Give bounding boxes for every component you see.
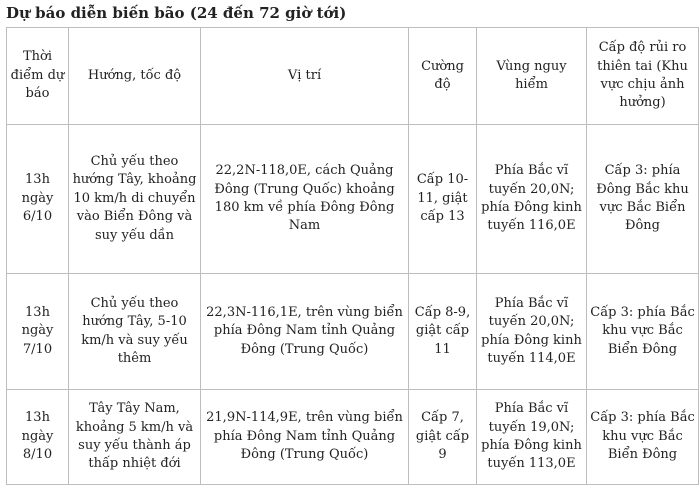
header-time: Thời điểm dự báo xyxy=(7,28,69,125)
cell-intensity: Cấp 7, giật cấp 9 xyxy=(409,390,477,485)
cell-position: 22,2N-118,0E, cách Quảng Đông (Trung Quốc) khoảng 180 km về phía Đông Đông Nam xyxy=(201,125,409,274)
cell-time: 13h ngày 8/10 xyxy=(7,390,69,485)
cell-danger-zone: Phía Bắc vĩ tuyến 19,0N; phía Đông kinh tuyến 113,0E xyxy=(477,390,587,485)
forecast-table xyxy=(6,27,699,485)
cell-risk-level: Cấp 3: phía Bắc khu vực Bắc Biển Đông xyxy=(587,390,699,485)
header-danger-zone: Vùng nguy hiểm xyxy=(477,28,587,125)
table-row xyxy=(7,274,699,390)
table-row xyxy=(7,125,699,274)
cell-danger-zone: Phía Bắc vĩ tuyến 20,0N; phía Đông kinh tuyến 116,0E xyxy=(477,125,587,274)
header-direction-speed: Hướng, tốc độ xyxy=(69,28,201,125)
cell-intensity: Cấp 10-11, giật cấp 13 xyxy=(409,125,477,274)
header-risk-level: Cấp độ rủi ro thiên tai (Khu vực chịu ảnh hưởng) xyxy=(587,28,699,125)
table-row xyxy=(7,390,699,485)
header-position: Vị trí xyxy=(201,28,409,125)
cell-intensity: Cấp 8-9, giật cấp 11 xyxy=(409,274,477,390)
cell-direction-speed: Tây Tây Nam, khoảng 5 km/h và suy yếu thành áp thấp nhiệt đới xyxy=(69,390,201,485)
cell-position: 22,3N-116,1E, trên vùng biển phía Đông Nam tỉnh Quảng Đông (Trung Quốc) xyxy=(201,274,409,390)
header-intensity: Cường độ xyxy=(409,28,477,125)
cell-time: 13h ngày 6/10 xyxy=(7,125,69,274)
cell-time: 13h ngày 7/10 xyxy=(7,274,69,390)
cell-risk-level: Cấp 3: phía Đông Bắc khu vực Bắc Biển Đông xyxy=(587,125,699,274)
cell-direction-speed: Chủ yếu theo hướng Tây, 5-10 km/h và suy yếu thêm xyxy=(69,274,201,390)
cell-position: 21,9N-114,9E, trên vùng biển phía Đông Nam tỉnh Quảng Đông (Trung Quốc) xyxy=(201,390,409,485)
cell-risk-level: Cấp 3: phía Bắc khu vực Bắc Biển Đông xyxy=(587,274,699,390)
table-header-row xyxy=(7,28,699,125)
cell-direction-speed: Chủ yếu theo hướng Tây, khoảng 10 km/h di chuyển vào Biển Đông và suy yếu dần xyxy=(69,125,201,274)
cell-danger-zone: Phía Bắc vĩ tuyến 20,0N; phía Đông kinh tuyến 114,0E xyxy=(477,274,587,390)
page-title: Dự báo diễn biến bão (24 đến 72 giờ tới) xyxy=(6,4,347,22)
